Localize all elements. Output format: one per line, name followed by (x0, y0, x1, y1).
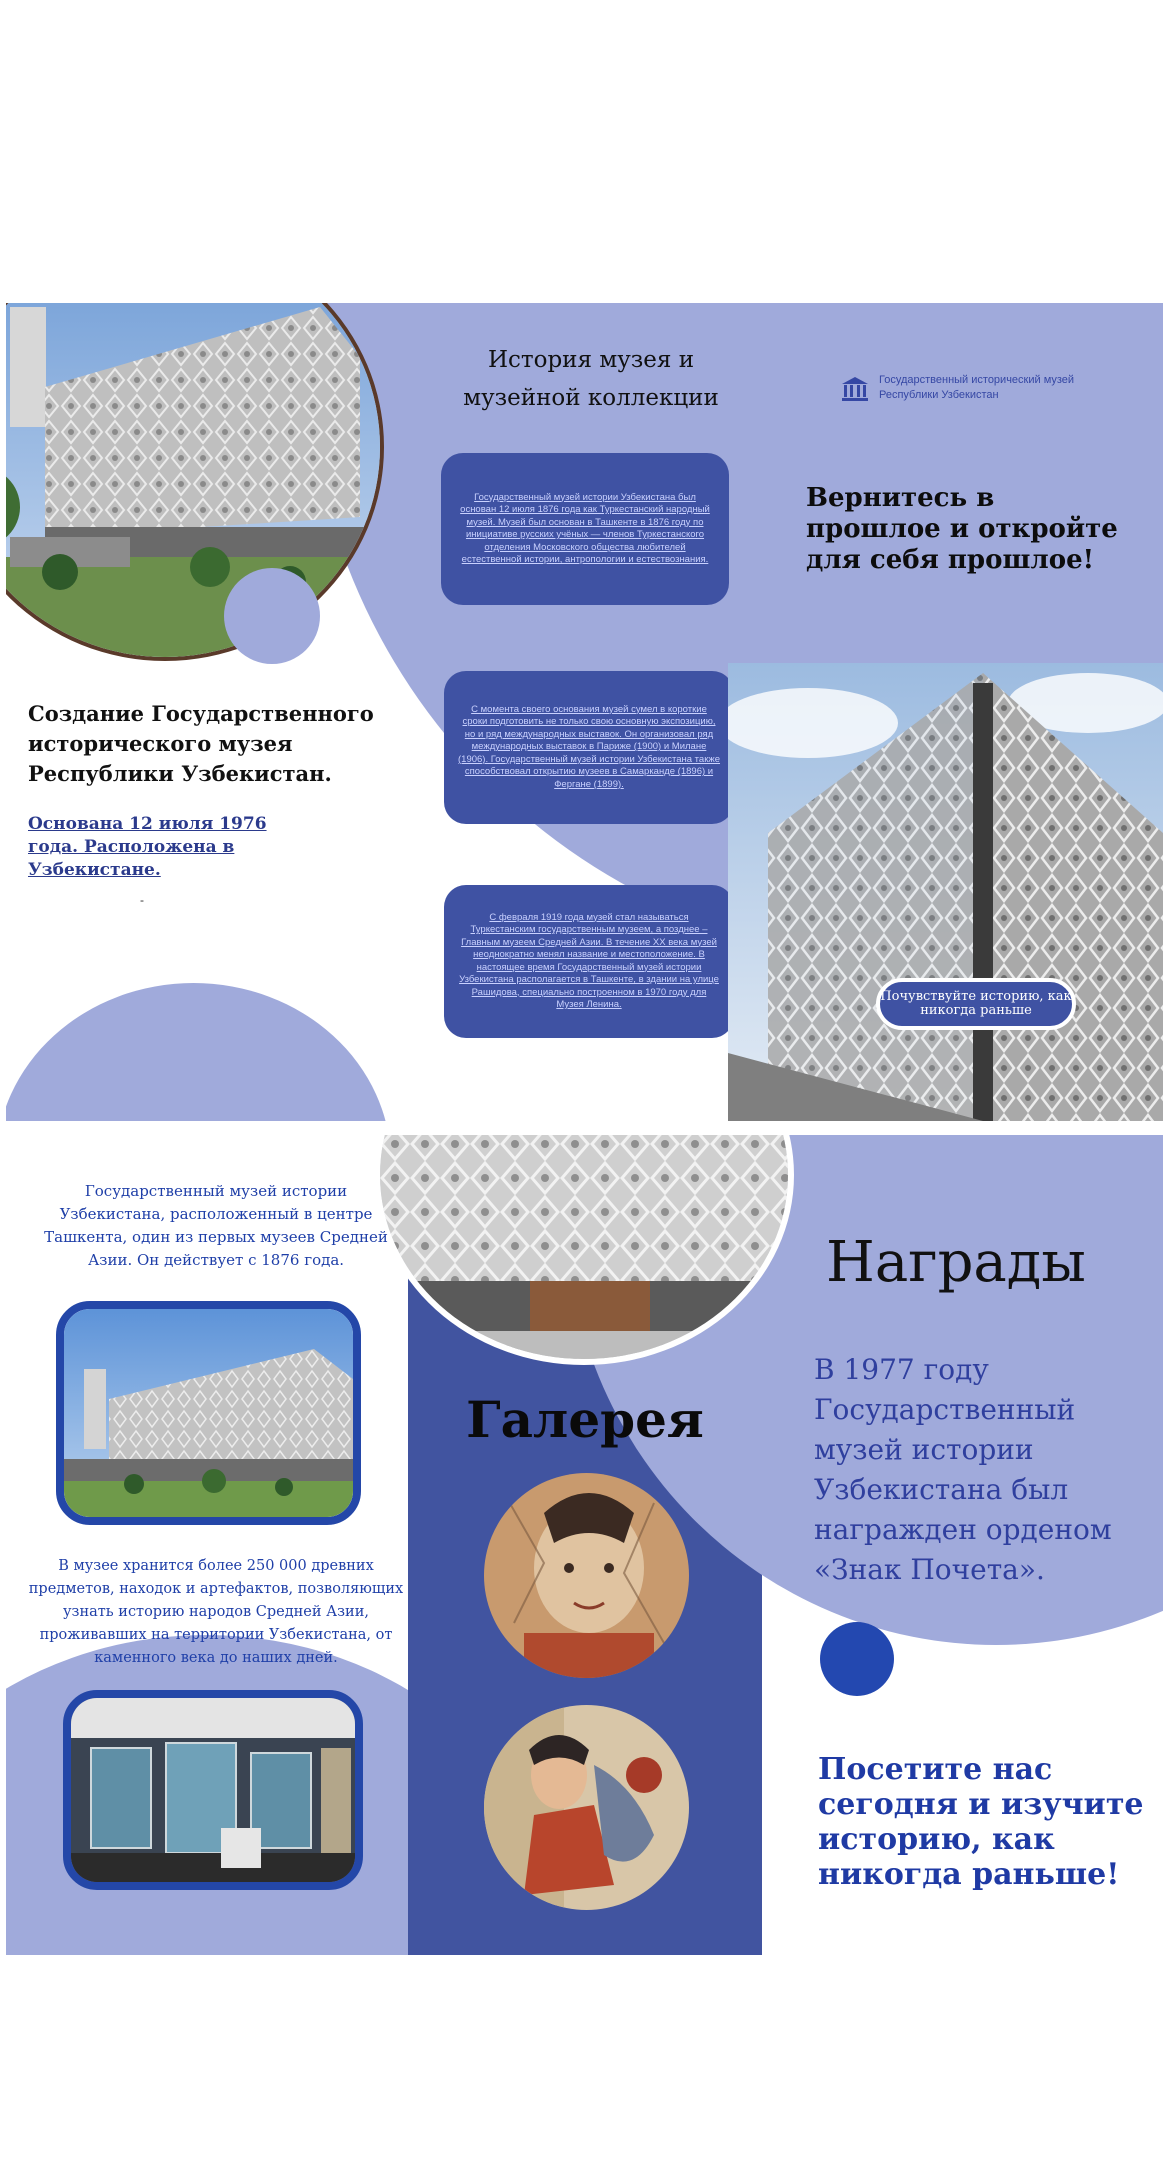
history-text-3[interactable]: С февраля 1919 года музей стал называться Туркестанским государственным музеем, а позднее – Главным музеем Средней Азии. В течение XX века музей неоднократно менял название и местоположение. В настоящее время Государственный музей истории Узбекистана располагается в Ташкенте, в здании на улице Рашидова, специально построенном в 1970 году для Музея Ленина. (459, 911, 719, 1010)
museum-photo-circle (6, 303, 384, 661)
museum-tower-image (728, 663, 1163, 1121)
founded-link[interactable]: Основана 12 июля 1976 года. Расположена в Узбекистане. (28, 814, 267, 880)
history-text-box-3[interactable] (444, 885, 734, 1038)
collection-paragraph: В музее хранится более 250 000 древних предметов, находок и артефактов, позволяющих узнать историю народов Средней Азии, проживавших на территории Узбекистана, от каменного века до наших дней. (28, 1558, 404, 1666)
fresco-portrait-1 (484, 1473, 689, 1678)
history-text-1[interactable]: Государственный музей истории Узбекистана был основан 12 июля 1876 года как Туркестанский народный музей. Музей был основан в Ташкенте в 1876 году по инициативе русских учёных — членов Туркестанского отделения Московского общества любителей естественной истории, антропологии и естествознания. (460, 491, 710, 565)
dash-mark: - (140, 893, 144, 907)
history-title: История музея и музейной коллекции (463, 347, 719, 411)
intro-paragraph: Государственный музей истории Узбекистана, расположенный в центре Ташкента, один из первых музеев Средней Азии. Он действует с 1876 года. (44, 1182, 388, 1269)
museum-photo-framed (56, 1301, 361, 1525)
visit-us-heading: Посетите нас сегодня и изучите историю, как никогда раньше! (818, 1752, 1144, 1892)
feel-history-badge (876, 978, 1076, 1030)
museum-tower-photo (728, 663, 1163, 1121)
decorative-dot (820, 1622, 894, 1696)
fresco-image-1 (484, 1473, 689, 1678)
fresco-image-2 (484, 1705, 689, 1910)
exhibit-photo-framed (63, 1690, 363, 1890)
history-text-box-2[interactable] (444, 671, 734, 824)
brochure-spread-inside (6, 1135, 1163, 1955)
museum-building-photo (6, 303, 380, 657)
creation-heading: Создание Государственного исторического музея Республики Узбекистан. (28, 701, 374, 786)
history-text-box-1[interactable] (441, 453, 729, 605)
museum-columns-icon (841, 375, 869, 403)
brochure-spread-outside (6, 303, 1163, 1121)
fresco-portrait-2 (484, 1705, 689, 1910)
feel-history-text: Почувствуйте историю, как никогда раньше (880, 989, 1072, 1018)
decorative-circle-small (224, 568, 320, 664)
decorative-circle-bottom (6, 983, 391, 1121)
awards-paragraph: В 1977 году Государственный музей истории Узбекистана был награжден орденом «Знак Почета». (814, 1353, 1112, 1586)
logo-text: Государственный исторический музей Республики Узбекистан (879, 374, 1075, 401)
gallery-heading: Галерея (466, 1390, 704, 1449)
museum-exterior-photo (64, 1309, 353, 1517)
history-text-2[interactable]: С момента своего основания музей сумел в короткие сроки подготовить не только свою основную экспозицию, но и ряд международных выставок. Он организовал ряд международных выставок в Париже (1900) и Милане (1906). Государственный музей истории Узбекистана также способствовал открытию музеев в Самарканде (1896) и Фергане (1899). (458, 703, 721, 790)
awards-heading: Награды (826, 1230, 1086, 1295)
slogan-heading: Вернитесь в прошлое и откройте для себя прошлое! (806, 483, 1118, 575)
exhibit-hall-photo (71, 1698, 355, 1882)
